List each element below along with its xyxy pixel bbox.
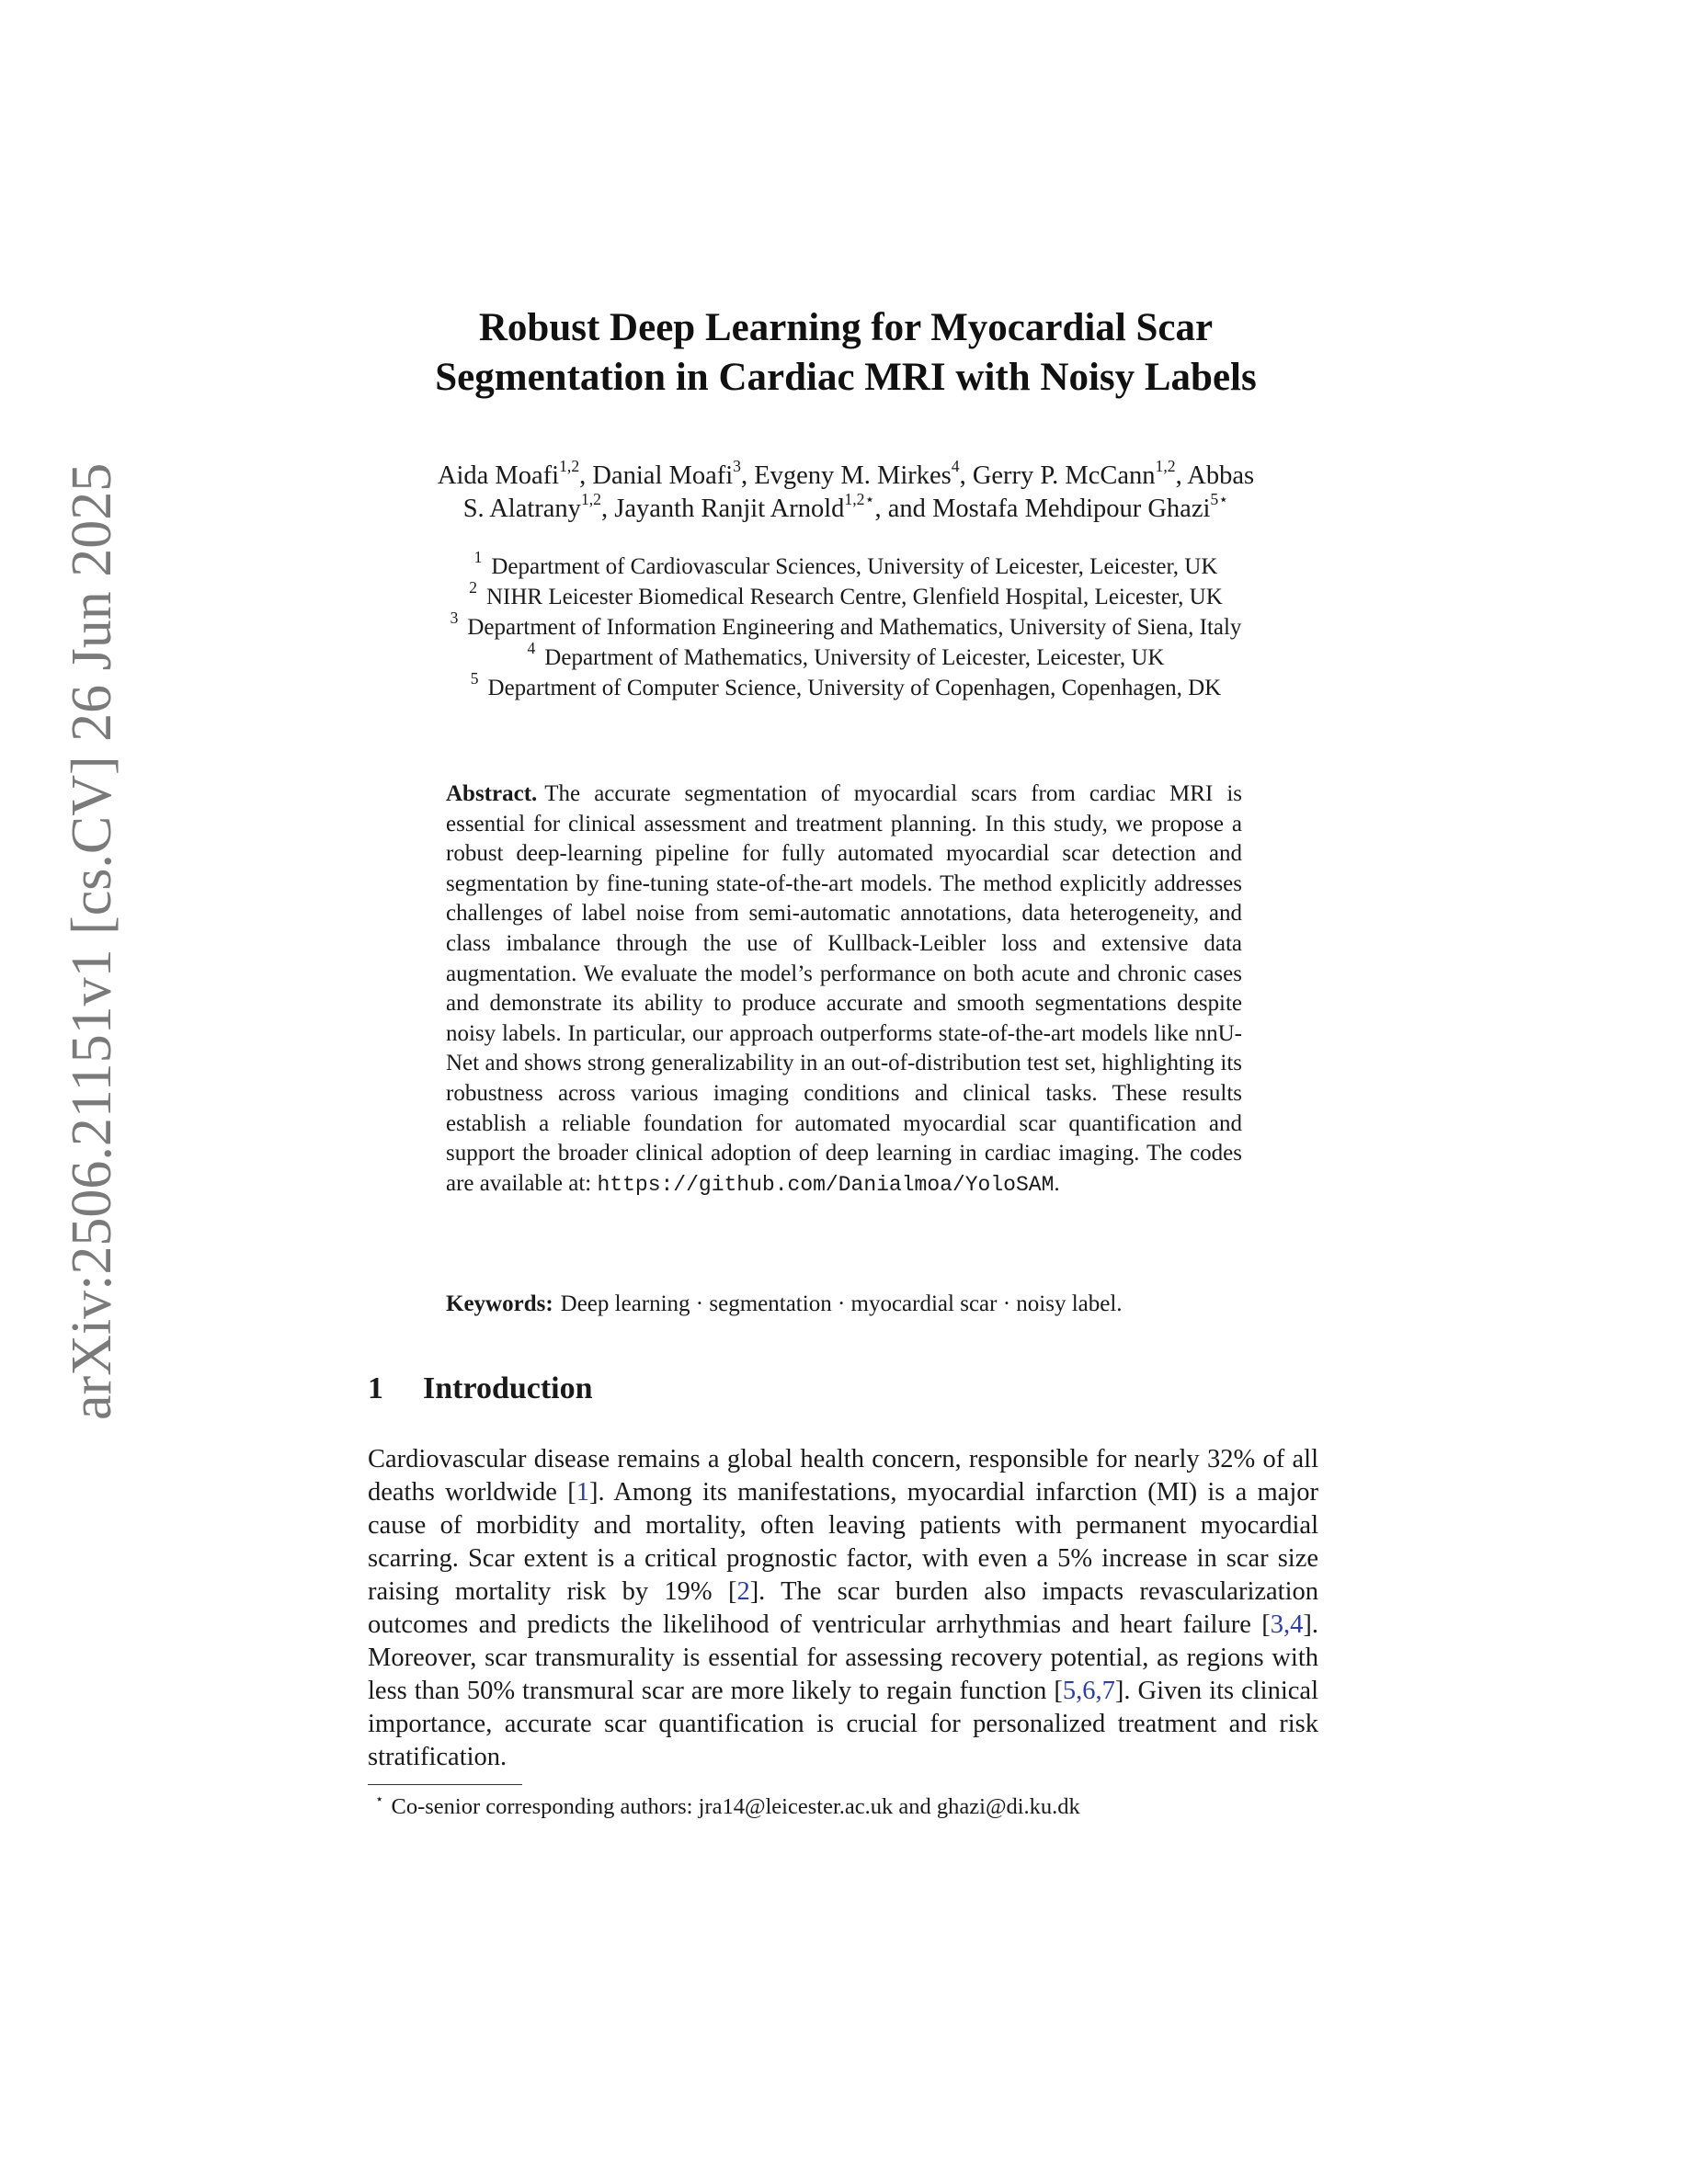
author-name: Gerry P. McCann (972, 461, 1156, 490)
author-line-1: Aida Moafi$^{1,2}$, Danial Moafi$^3$, Evgeny M. Mirkes$^4$, Gerry P. McCann$^{1,2}$, Abbas (437, 456, 1255, 490)
keywords-label: Keywords: (446, 1291, 553, 1316)
footnote-mark: ⋆ (375, 1791, 384, 1807)
author-affil-mark: 1,2 (559, 456, 580, 475)
author-affil-mark: 4 (951, 456, 960, 475)
affiliation: $^3$ Department of Information Engineering and Mathematics, University of Siena, Italy (450, 609, 1242, 640)
author-name: S. Alatrany (462, 495, 581, 523)
author-affil-mark: 5⋆ (1210, 489, 1229, 508)
author-name: Aida Moafi (437, 461, 560, 490)
title-line-2: Segmentation in Cardiac MRI with Noisy Labels (435, 356, 1257, 399)
affiliation-list (349, 548, 1342, 703)
footnote-rule (368, 1784, 522, 1785)
citation-link[interactable]: 2 (736, 1577, 750, 1606)
section-heading-introduction (368, 1370, 593, 1408)
arxiv-identifier-stamp: arXiv:2506.21151v1 [cs.CV] 26 Jun 2025 (61, 462, 123, 1420)
abstract-label: Abstract. (446, 781, 538, 806)
paper-title (276, 303, 1416, 403)
section-title: Introduction (423, 1371, 593, 1405)
author-name: Mostafa Mehdipour Ghazi (932, 495, 1211, 523)
citation-link[interactable]: 5 (1062, 1677, 1077, 1705)
code-url-link[interactable]: https://github.com/Danialmoa/YoloSAM (597, 1172, 1055, 1197)
citation-link[interactable]: 1 (576, 1478, 589, 1507)
keywords-text: Deep learning · segmentation · myocardial scar · noisy label. (560, 1291, 1123, 1316)
keywords (446, 1290, 1242, 1319)
author-name: Jayanth Ranjit Arnold (614, 495, 845, 523)
author-line-2: S. Alatrany$^{1,2}$, Jayanth Ranjit Arnold$^{1,2⋆}$, and Mostafa Mehdipour Ghazi$^{5⋆}$ (462, 489, 1229, 523)
affiliation: $^2$ NIHR Leicester Biomedical Research Centre, Glenfield Hospital, Leicester, UK (469, 578, 1223, 609)
author-affil-mark: 3 (733, 456, 741, 475)
footnote-text: Co-senior corresponding authors: jra14@leicester.ac.uk and ghazi@di.ku.dk (391, 1794, 1080, 1819)
footnote (375, 1792, 1080, 1822)
section-number: 1 (368, 1371, 383, 1405)
citation-link[interactable]: 7 (1101, 1677, 1115, 1705)
title-line-1: Robust Deep Learning for Myocardial Scar (478, 306, 1214, 349)
introduction-paragraph: Cardiovascular disease remains a global health concern, responsible for nearly 32% of all deaths worldwide [1]. Among its manifestations, myocardial infarction (MI) is a major cause of morbidity and mortality, often leaving patients with permanent myocardial scarring. Scar extent is a critical prognostic factor, with even a 5% increase in scar size raising mortality risk by 19% [2]. The scar burden also impacts revascularization outcomes and predicts the likelihood of ventricular arrhythmias and heart failure [3,4]. Moreover, scar transmurality is essential for assessing recovery potential, as regions with less than 50% transmural scar are more likely to regain function [5,6,7]. Given its clinical importance, accurate scar quantification is crucial for personalized treatment and risk stratification. (368, 1445, 1318, 1771)
author-affil-mark: 1,2 (580, 489, 602, 508)
author-name: Danial Moafi (592, 461, 734, 490)
abstract-text: The accurate segmentation of myocardial scars from cardiac MRI is essential for clinical assessment and treatment planning. In this study, we propose a robust deep-learning pipeline for fully automated myocardial scar detection and segmentation by fine-tuning state-of-the-art models. The method explicitly addresses challenges of label noise from semi-automatic annotations, data heterogeneity, and class imbalance through the use of Kullback-Leibler loss and extensive data augmentation. We evaluate the model’s performance on both acute and chronic cases and demonstrate its ability to produce accurate and smooth segmentations despite noisy labels. In particular, our approach outperforms state-of-the-art models like nnU-Net and shows strong generalizability in an out-of-distribution test set, highlighting its robustness across various imaging conditions and clinical tasks. These results establish a reliable foundation for automated myocardial scar quantification and support the broader clinical adoption of deep learning in cardiac imaging. The codes are available at: (446, 781, 1242, 1196)
author-affil-mark: 1,2 (1155, 456, 1176, 475)
author-list (349, 456, 1342, 526)
citation-link[interactable]: 6 (1082, 1677, 1096, 1705)
affiliation: $^1$ Department of Cardiovascular Sciences, University of Leicester, Leicester, UK (473, 548, 1218, 579)
citation-link[interactable]: 3 (1270, 1610, 1283, 1639)
abstract: Abstract. The accurate segmentation of myocardial scars from cardiac MRI is essential for clinical assessment and treatment planning. In this study, we propose a robust deep-learning pipeline for fully automated myocardial scar detection and segmentation by fine-tuning state-of-the-art models. The method explicitly addresses challenges of label noise from semi-automatic annotations, data heterogeneity, and class imbalance through the use of Kullback-Leibler loss and extensive data augmentation. We evaluate the model’s performance on both acute and chronic cases and demonstrate its ability to produce accurate and smooth segmentations despite noisy labels. In particular, our approach outperforms state-of-the-art models like nnU-Net and shows strong generalizability in an out-of-distribution test set, highlighting its robustness across various imaging conditions and clinical tasks. These results establish a reliable foundation for automated myocardial scar quantification and support the broader clinical adoption of deep learning in cardiac imaging. The codes are available at: https://github.com/Danialmoa/YoloSAM. (446, 781, 1242, 1197)
affiliation: $^5$ Department of Computer Science, University of Copenhagen, Copenhagen, DK (470, 669, 1222, 700)
citation-link[interactable]: 4 (1290, 1610, 1304, 1639)
author-affil-mark: 1,2⋆ (844, 489, 875, 508)
author-name: Evgeny M. Mirkes (754, 461, 952, 490)
affiliation: $^4$ Department of Mathematics, University of Leicester, Leicester, UK (527, 639, 1165, 670)
